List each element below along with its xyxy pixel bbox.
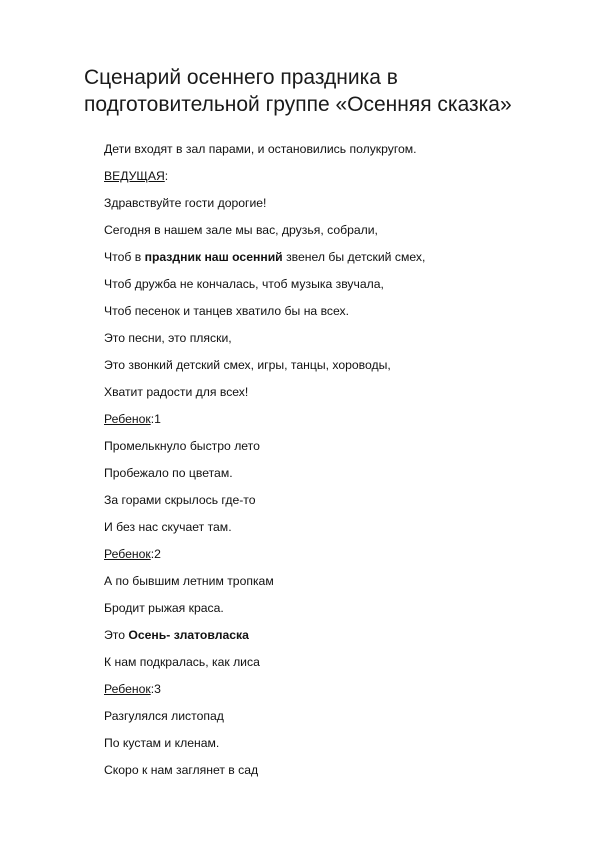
verse-line xyxy=(104,379,564,406)
line-text: К нам подкралась, как лиса xyxy=(104,655,260,669)
verse-line xyxy=(104,757,564,784)
verse-line xyxy=(104,433,564,460)
speaker-name: Ребенок xyxy=(104,547,151,561)
line-text-post: звенел бы детский смех, xyxy=(282,250,426,264)
line-text: Скоро к нам заглянет в сад xyxy=(104,763,259,777)
speaker-suffix: : xyxy=(164,169,169,183)
speaker-label xyxy=(104,676,564,703)
verse-line xyxy=(104,703,564,730)
title-line-1: Сценарий осеннего праздника в xyxy=(84,66,398,89)
line-text: Здравствуйте гости дорогие! xyxy=(104,196,267,210)
verse-line xyxy=(104,352,564,379)
verse-line xyxy=(104,487,564,514)
script-text xyxy=(104,136,564,784)
speaker-label xyxy=(104,406,564,433)
line-text: Это звонкий детский смех, игры, танцы, хороводы, xyxy=(104,358,391,372)
line-text: Это песни, это пляски, xyxy=(104,331,232,345)
verse-line xyxy=(104,190,564,217)
line-text: Промелькнуло быстро лето xyxy=(104,439,260,453)
verse-line xyxy=(104,730,564,757)
line-text: Бродит рыжая краса. xyxy=(104,601,224,615)
line-text: Пробежало по цветам. xyxy=(104,466,233,480)
speaker-name: Ребенок xyxy=(104,682,151,696)
speaker-label xyxy=(104,541,564,568)
verse-line xyxy=(104,244,564,271)
line-text-bold: праздник наш осенний xyxy=(144,250,283,264)
line-text: Дети входят в зал парами, и остановились полукругом. xyxy=(104,142,417,156)
title-line-2: подготовительной группе «Осенняя сказка» xyxy=(84,93,512,116)
speaker-name: ВЕДУЩАЯ xyxy=(104,169,165,183)
verse-line xyxy=(104,460,564,487)
speaker-label xyxy=(104,163,564,190)
verse-line xyxy=(104,514,564,541)
line-text: И без нас скучает там. xyxy=(104,520,232,534)
verse-line xyxy=(104,298,564,325)
line-text-pre: Чтоб в xyxy=(104,250,145,264)
stage-direction xyxy=(104,136,564,163)
line-text: По кустам и кленам. xyxy=(104,736,220,750)
verse-line xyxy=(104,622,564,649)
verse-line xyxy=(104,217,564,244)
speaker-suffix: :1 xyxy=(150,412,161,426)
line-text: Чтоб дружба не кончалась, чтоб музыка звучала, xyxy=(104,277,384,291)
speaker-suffix: :3 xyxy=(150,682,161,696)
verse-line xyxy=(104,271,564,298)
verse-line xyxy=(104,568,564,595)
speaker-suffix: :2 xyxy=(150,547,161,561)
line-text: За горами скрылось где-то xyxy=(104,493,256,507)
verse-line xyxy=(104,649,564,676)
line-text: Разгулялся листопад xyxy=(104,709,224,723)
speaker-name: Ребенок xyxy=(104,412,151,426)
line-text: А по бывшим летним тропкам xyxy=(104,574,274,588)
line-text: Чтоб песенок и танцев хватило бы на всех. xyxy=(104,304,350,318)
line-text: Хватит радости для всех! xyxy=(104,385,249,399)
line-text-bold: Осень- златовласка xyxy=(128,628,249,642)
verse-line xyxy=(104,595,564,622)
verse-line xyxy=(104,325,564,352)
line-text-pre: Это xyxy=(104,628,129,642)
document-title xyxy=(84,64,564,118)
line-text: Сегодня в нашем зале мы вас, друзья, собрали, xyxy=(104,223,378,237)
